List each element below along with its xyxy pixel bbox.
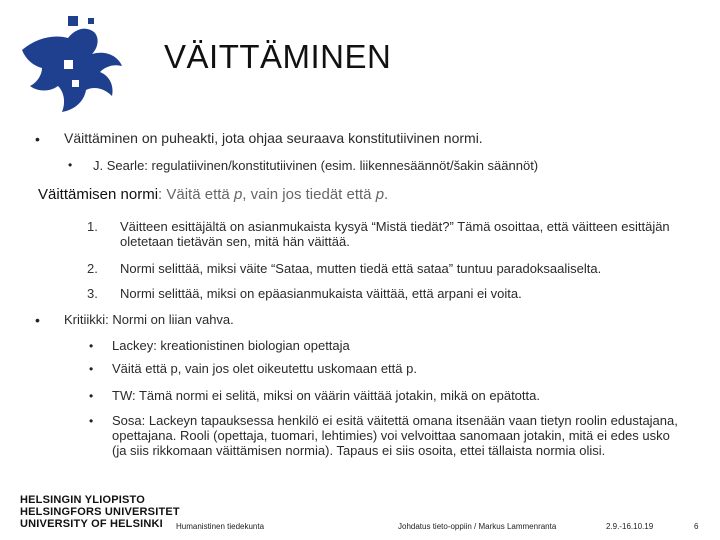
university-name-sv: HELSINGFORS UNIVERSITET: [20, 506, 180, 518]
list-number: 1.: [87, 219, 98, 234]
critique-text: Kritiikki: Normi on liian vahva.: [64, 312, 234, 327]
university-name-fi: HELSINGIN YLIOPISTO: [20, 494, 146, 506]
university-name: [20, 494, 180, 530]
list-number: 3.: [87, 286, 98, 301]
university-flame-logo-icon: [14, 10, 134, 120]
list-item: Normi selittää, miksi väite “Sataa, mutten tiedä että sataa” tuntuu paradoksaaliselta.: [120, 261, 602, 276]
critique-item: Lackey: kreationistinen biologian opettaja: [112, 338, 350, 353]
bullet-marker: •: [89, 414, 94, 428]
bullet-marker: •: [89, 362, 94, 376]
critique-item: Väitä että p, vain jos olet oikeutettu uskomaan että p.: [112, 361, 417, 376]
list-number: 2.: [87, 261, 98, 276]
norm-heading: Väittämisen normi: Väitä että p, vain jos tiedät että p.: [38, 186, 389, 203]
norm-heading-label: Väittämisen normi: [38, 186, 159, 203]
intro-sub-text: J. Searle: regulatiivinen/konstitutiivinen (esim. liikennesäännöt/šakin säännöt): [93, 158, 539, 173]
intro-text: Väittäminen on puheakti, jota ohjaa seuraava konstitutiivinen normi.: [64, 130, 483, 146]
footer-page-number: 6: [694, 522, 699, 531]
bullet-marker: •: [68, 158, 73, 172]
footer-faculty: Humanistinen tiedekunta: [176, 522, 265, 531]
footer-course: Johdatus tieto-oppiin / Markus Lammenranta: [398, 522, 557, 531]
list-item: Väitteen esittäjältä on asianmukaista kysyä “Mistä tiedät?” Tämä osoittaa, että väitteen esittäjän oletetaan tietävän sen, mitä hän väittää.: [120, 219, 670, 249]
slide-title: VÄITTÄMINEN: [164, 38, 392, 75]
university-name-en: UNIVERSITY OF HELSINKI: [20, 518, 163, 530]
footer-date: 2.9.-16.10.19: [606, 522, 654, 531]
critique-item: Sosa: Lackeyn tapauksessa henkilö ei esitä väitettä omana itsenään vaan tietyn roolin edustajana, opettajana. Rooli (opettaja, tuomari, lehtimies) voi velvoittaa sanomaan jotakin, mitä ei edes usko (ja siis rikkomaan väittämisen normia). Tapaus ei siis osoita, ettei tällaista normia olisi.: [112, 413, 678, 458]
bullet-marker: •: [35, 131, 40, 147]
list-item: Normi selittää, miksi on epäasianmukaista väittää, että arpani ei voita.: [120, 286, 522, 301]
bullet-marker: •: [89, 339, 94, 353]
critique-item: TW: Tämä normi ei selitä, miksi on väärin väittää jotakin, mikä on epätotta.: [112, 388, 540, 403]
bullet-marker: •: [89, 389, 94, 403]
bullet-marker: •: [35, 312, 40, 328]
